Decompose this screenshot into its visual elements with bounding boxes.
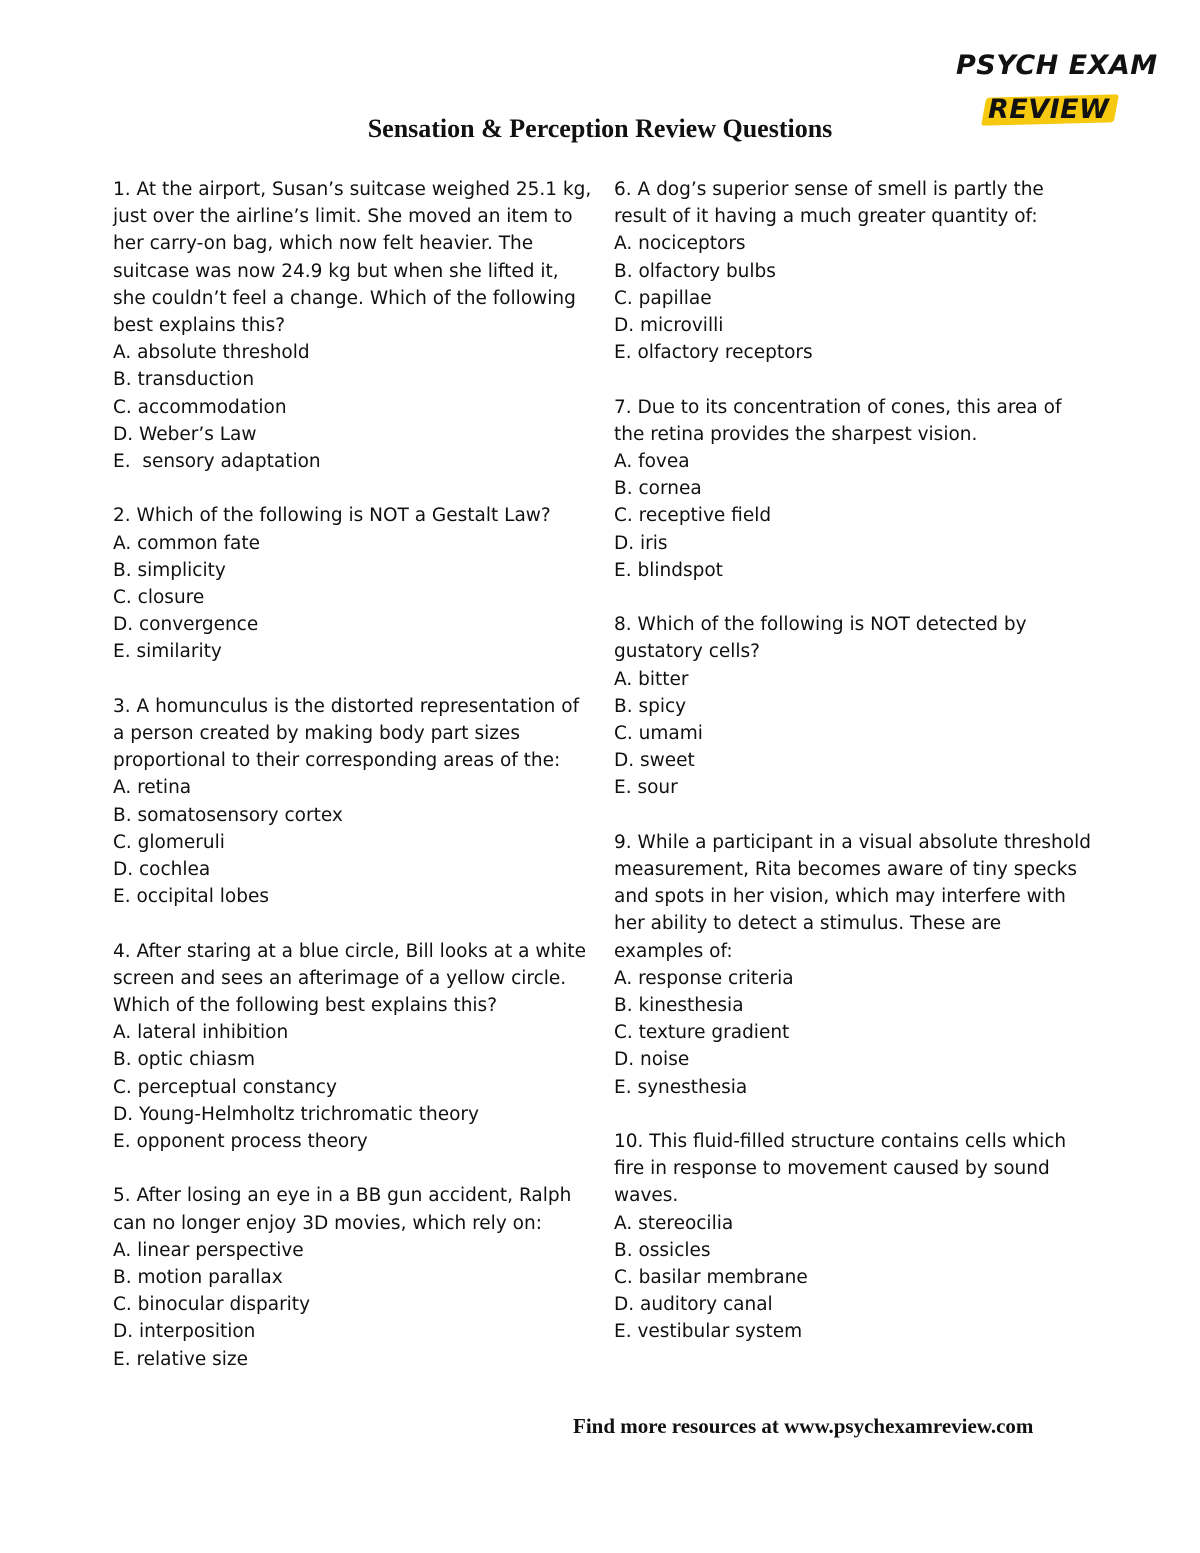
question-stem: 1. At the airport, Susan’s suitcase weighed 25.1 kg, just over the airline’s limit. She moved an item to her carry-on bag, which now felt heavier. The suitcase was now 24.9 kg but when she lifted it, she couldn’t feel a change. Which of the following best explains this? xyxy=(113,179,592,337)
answer-option-e: E. vestibular system xyxy=(614,1321,803,1343)
question-stem: 10. This fluid-filled structure contains cells which fire in response to movement caused by sound waves. xyxy=(614,1131,1067,1207)
question-3 xyxy=(113,693,593,911)
question-2 xyxy=(113,502,593,665)
question-7 xyxy=(614,394,1094,584)
answer-option-a: A. response criteria xyxy=(614,967,794,989)
answer-option-d: D. noise xyxy=(614,1049,690,1071)
questions-column-left xyxy=(113,176,593,1400)
question-stem: 8. Which of the following is NOT detected by gustatory cells? xyxy=(614,614,1027,663)
answer-option-b: B. transduction xyxy=(113,369,255,391)
answer-option-d: D. sweet xyxy=(614,750,695,772)
answer-option-c: C. texture gradient xyxy=(614,1022,790,1044)
answer-option-a: A. absolute threshold xyxy=(113,342,310,364)
question-10 xyxy=(614,1128,1094,1346)
answer-option-e: E. sensory adaptation xyxy=(113,451,321,473)
logo-text-line2: REVIEW xyxy=(988,94,1110,125)
answer-option-d: D. iris xyxy=(614,532,668,554)
answer-option-b: B. spicy xyxy=(614,695,687,717)
answer-option-e: E. sour xyxy=(614,777,678,799)
answer-option-b: B. simplicity xyxy=(113,559,226,581)
page-title: Sensation & Perception Review Questions xyxy=(367,114,833,143)
questions-column-right xyxy=(614,176,1094,1373)
answer-option-c: C. papillae xyxy=(614,287,712,309)
answer-option-a: A. stereocilia xyxy=(614,1212,734,1234)
answer-option-a: A. linear perspective xyxy=(113,1239,304,1261)
answer-option-d: D. microvilli xyxy=(614,315,724,337)
question-8 xyxy=(614,611,1094,801)
answer-option-b: B. motion parallax xyxy=(113,1267,283,1289)
question-9 xyxy=(614,829,1094,1101)
answer-option-c: C. umami xyxy=(614,723,703,745)
answer-option-c: C. basilar membrane xyxy=(614,1267,808,1289)
question-5 xyxy=(113,1182,593,1372)
answer-option-d: D. Weber’s Law xyxy=(113,423,257,445)
question-stem: 5. After losing an eye in a BB gun accident, Ralph can no longer enjoy 3D movies, which rely on: xyxy=(113,1185,572,1234)
answer-option-e: E. occipital lobes xyxy=(113,886,269,908)
answer-option-d: D. auditory canal xyxy=(614,1294,773,1316)
answer-option-c: C. glomeruli xyxy=(113,831,225,853)
question-6 xyxy=(614,176,1094,366)
answer-option-c: C. closure xyxy=(113,587,205,609)
question-stem: 3. A homunculus is the distorted representation of a person created by making body part sizes proportional to their corresponding areas of the: xyxy=(113,695,580,772)
answer-option-a: A. fovea xyxy=(614,451,690,473)
answer-option-a: A. nociceptors xyxy=(614,233,746,255)
answer-option-c: C. perceptual constancy xyxy=(113,1076,337,1098)
answer-option-e: E. similarity xyxy=(113,641,222,663)
answer-option-c: C. binocular disparity xyxy=(113,1294,311,1316)
answer-option-d: D. convergence xyxy=(113,614,259,636)
answer-option-b: B. olfactory bulbs xyxy=(614,260,776,282)
question-stem: 7. Due to its concentration of cones, this area of the retina provides the sharpest vision. xyxy=(614,396,1062,445)
answer-option-e: E. relative size xyxy=(113,1348,248,1370)
answer-option-d: D. cochlea xyxy=(113,859,211,881)
footer-resources-text: Find more resources at www.psychexamreview.com xyxy=(573,1414,1034,1438)
answer-option-b: B. somatosensory cortex xyxy=(113,804,343,826)
answer-option-b: B. cornea xyxy=(614,478,702,500)
answer-option-e: E. blindspot xyxy=(614,559,723,581)
question-stem: 2. Which of the following is NOT a Gestalt Law? xyxy=(113,505,551,527)
answer-option-b: B. kinesthesia xyxy=(614,995,744,1017)
answer-option-d: D. interposition xyxy=(113,1321,256,1343)
question-1 xyxy=(113,176,593,475)
question-stem: 6. A dog’s superior sense of smell is partly the result of it having a much greater quantity of: xyxy=(614,179,1044,228)
answer-option-a: A. bitter xyxy=(614,668,689,690)
answer-option-b: B. optic chiasm xyxy=(113,1049,255,1071)
question-4 xyxy=(113,938,593,1156)
answer-option-a: A. lateral inhibition xyxy=(113,1022,289,1044)
answer-option-a: A. common fate xyxy=(113,532,261,554)
answer-option-e: E. opponent process theory xyxy=(113,1131,368,1153)
answer-option-e: E. synesthesia xyxy=(614,1076,748,1098)
answer-option-c: C. receptive field xyxy=(614,505,772,527)
answer-option-b: B. ossicles xyxy=(614,1239,711,1261)
question-stem: 4. After staring at a blue circle, Bill looks at a white screen and sees an afterimage of a yellow circle. Which of the following best explains this? xyxy=(113,940,587,1017)
answer-option-c: C. accommodation xyxy=(113,396,287,418)
answer-option-e: E. olfactory receptors xyxy=(614,342,813,364)
question-stem: 9. While a participant in a visual absolute threshold measurement, Rita becomes aware of tiny specks and spots in her vision, which may interfere with her ability to detect a stimulus. These are examples of: xyxy=(614,831,1091,962)
logo-text-line1: PSYCH EXAM xyxy=(956,50,1158,81)
answer-option-a: A. retina xyxy=(113,777,192,799)
answer-option-d: D. Young-Helmholtz trichromatic theory xyxy=(113,1103,479,1125)
